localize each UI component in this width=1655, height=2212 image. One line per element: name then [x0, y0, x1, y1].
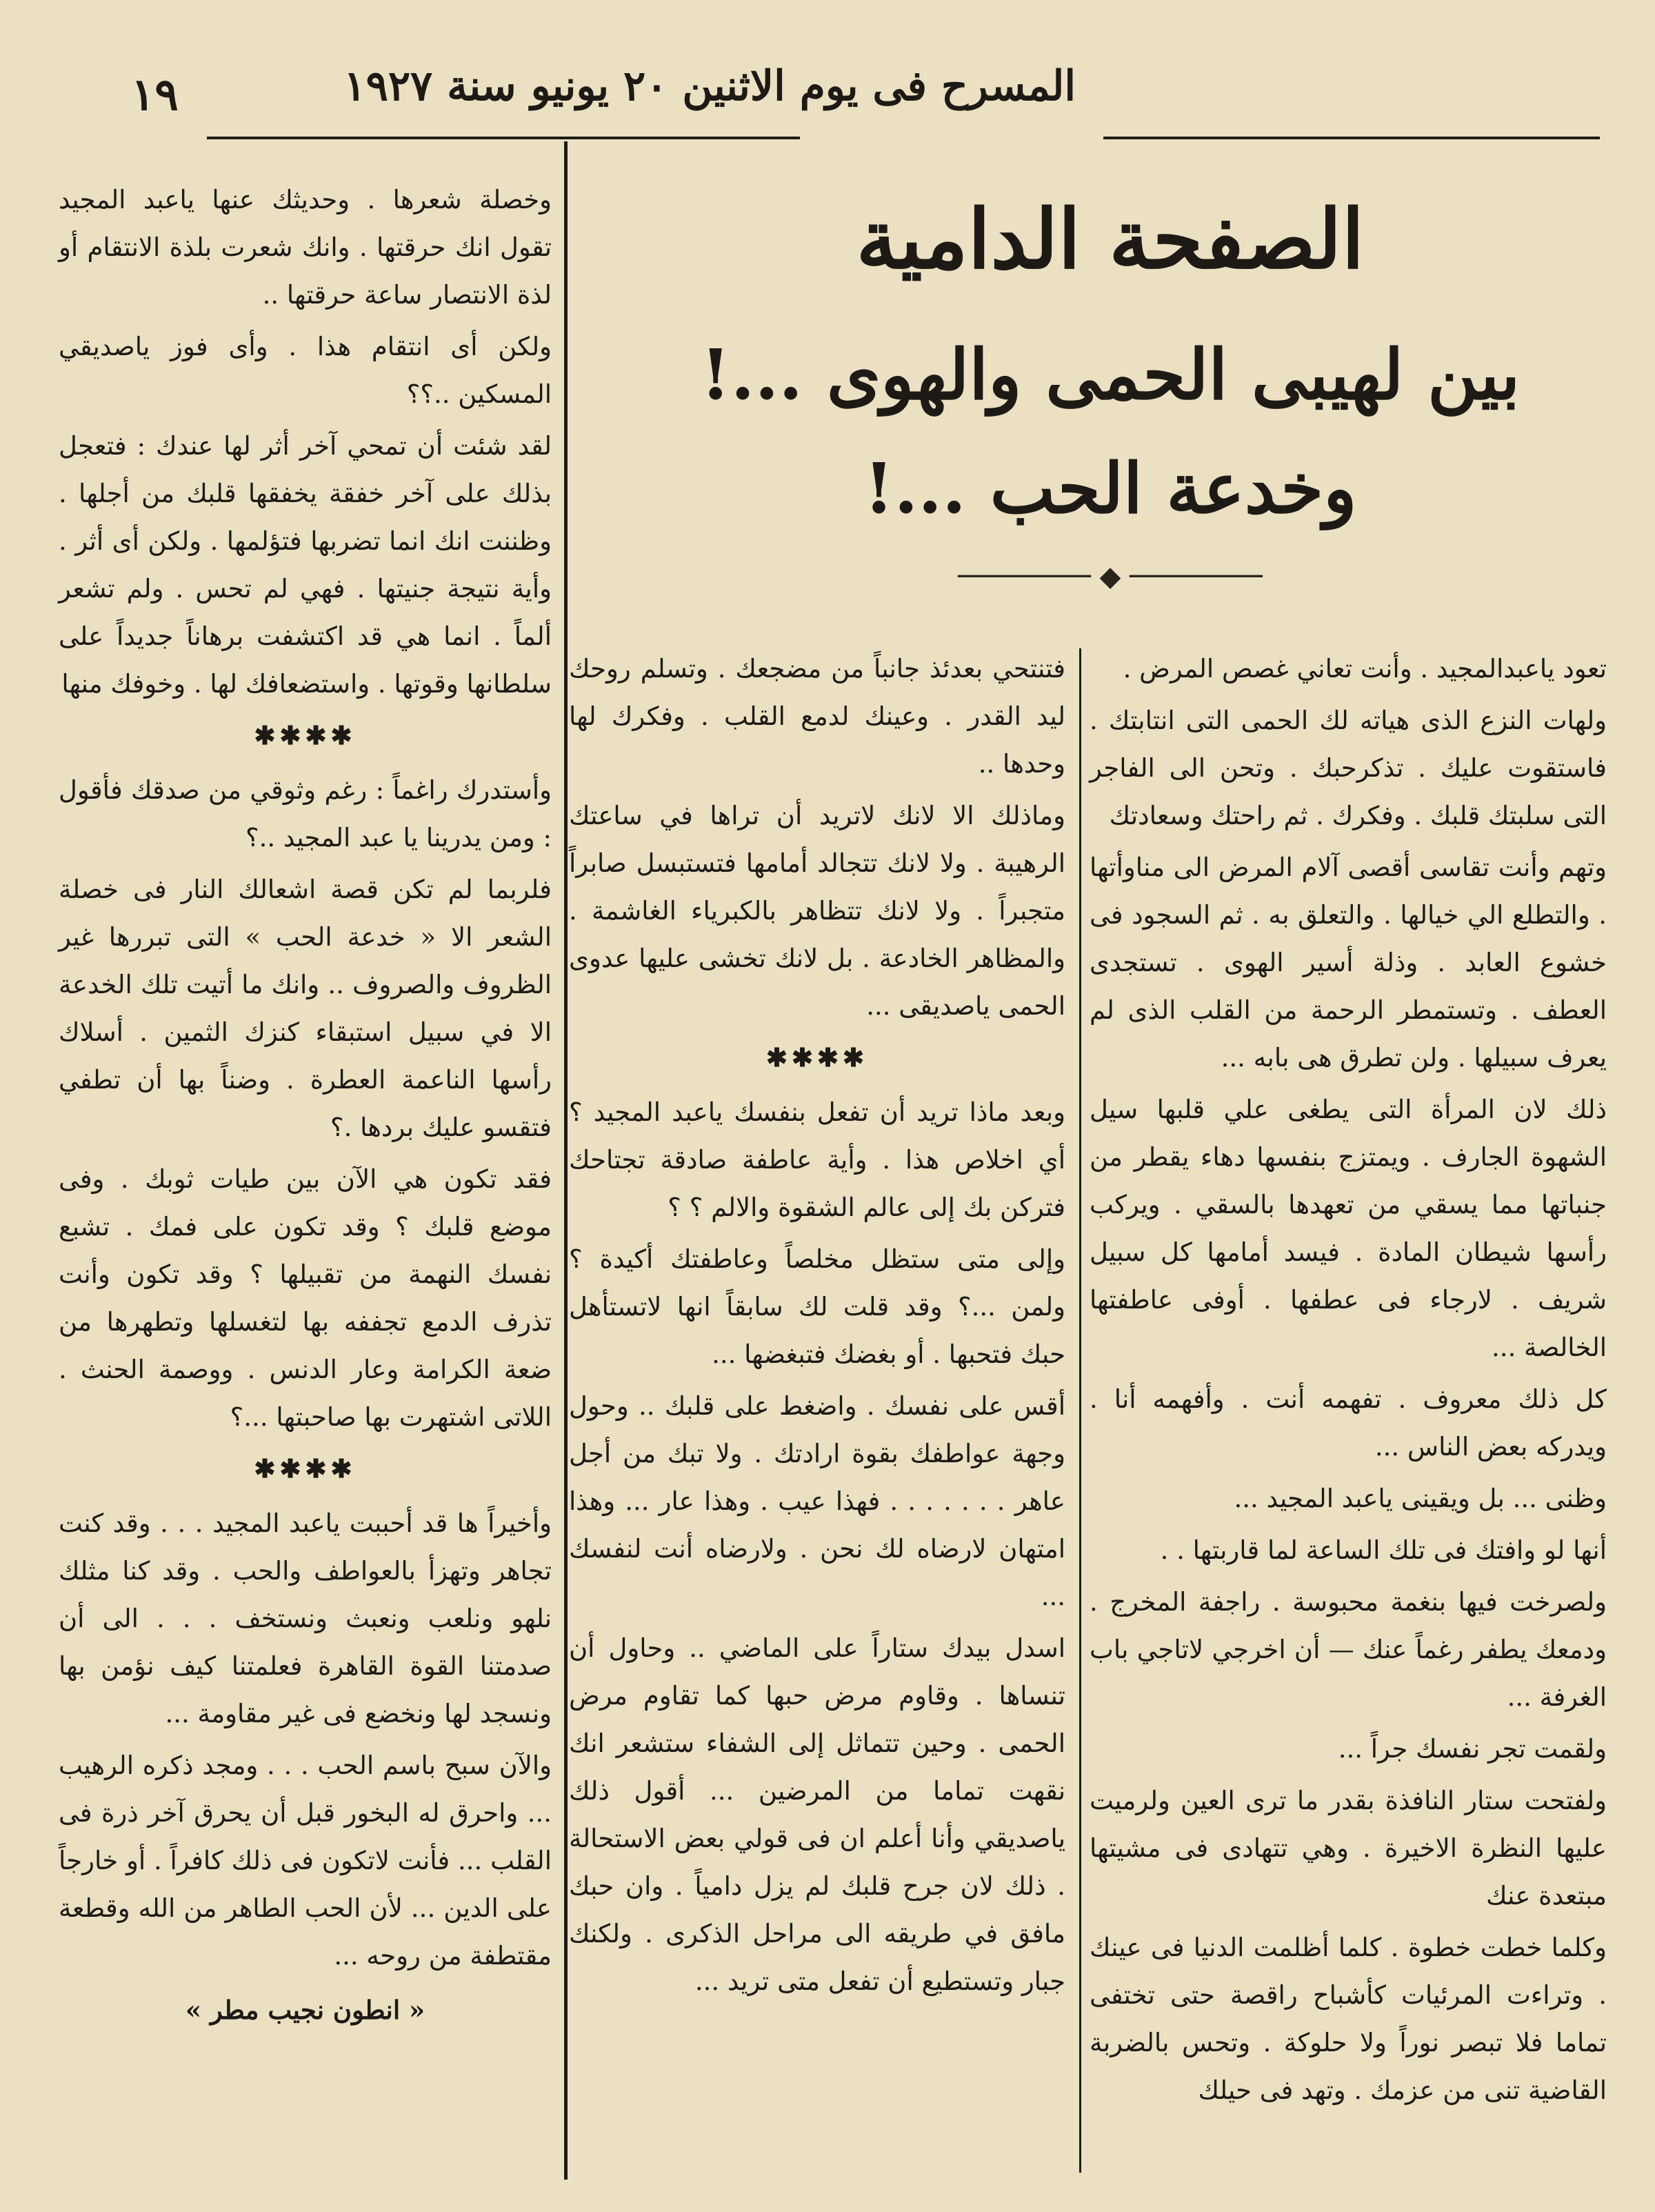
paragraph: اسدل بيدك ستاراً على الماضي .. وحاول أن تنساها . وقاوم مرض حبها كما تقاوم مرض الحمى . وحين تتماثل إلى الشفاء ستشعر انك نقهت تماما من المرضين ... أقول ذلك ياصديقي وأنا أعلم ان فى قولي بعض الاستحالة . ذلك لان جرح قلبك لم يزل دامياً . وان حبك مافق في طريقه الى مراحل الذكرى . ولكنك جبار وتستطيع أن تفعل متى تريد ... — [569, 1633, 1065, 1996]
article-subtitle: بين لهيبى الحمى والهوى ...! — [700, 334, 1521, 416]
paragraph: وأخيراً ها قد أحببت ياعبد المجيد . . . وقد كنت تجاهر وتهزأ بالعواطف والحب . وقد كنا مثلك نلهو ونلعب ونعبث ونستخف . . . الى أن صدمتنا القوة القاهرة فعلمتنا كيف نؤمن بها ونسجد لها ونخضع فى غير مقاومة ... — [59, 1508, 552, 1728]
header-title: المسرح فى يوم الاثنين ٢٠ يونيو سنة ١٩٢٧ — [343, 62, 1076, 110]
paragraph: وأستدرك راغماً : رغم وثوقي من صدقك فأقول : ومن يدرينا يا عبد المجيد ..؟ — [59, 775, 552, 853]
header-rule — [207, 137, 800, 139]
paragraph: ولقمت تجر نفسك جراً ... — [1338, 1734, 1607, 1764]
paragraph: وكلما خطت خطوة . كلما أظلمت الدنيا فى عينك . وتراءت المرئيات كأشباح راقصة حتى تختفى تماما فلا تبصر نوراً ولا حلوكة . وتحس بالضربة القاضية تنى من عزمك . وتهد فى حيلك — [1090, 1933, 1607, 2105]
paragraph: وإلى متى ستظل مخلصاً وعاطفتك أكيدة ؟ ولمن ...؟ وقد قلت لك سابقاً انها لاتستأهل حبك فتحبها . أو بغضك فتبغضها ... — [569, 1244, 1065, 1369]
paragraph: فلربما لم تكن قصة اشعالك النار فى خصلة الشعر الا « خدعة الحب » التى تبررها غير الظروف والصروف .. وانك ما أتيت تلك الخدعة الا في سبيل استبقاء كنزك الثمين . أسلاك رأسها الناعمة العطرة . وضناً بها أن تطفي فتقسو عليك بردها .؟ — [59, 875, 552, 1142]
paragraph: فتنتحي بعدئذ جانباً من مضجعك . وتسلم روحك ليد القدر . وعينك لدمع القلب . وفكرك لها وحدها .. — [569, 654, 1065, 779]
article-title: الصفحة الدامية — [856, 191, 1365, 287]
paragraph: لقد شئت أن تمحي آخر أثر لها عندك : فتعجل بذلك على آخر خفقة يخفقها قلبك من أجلها . وظننت انك انما تضربها فتؤلمها . ولكن أى أثر . وأية نتيجة جنيتها . فهي لم تحس . ولم تشعر ألماً . انما هي قد اكتشفت برهاناً جديداً على سلطانها وقوتها . واستضعافك لها . وخوفك منها — [59, 431, 552, 699]
column-divider — [1079, 648, 1081, 2173]
paragraph: والآن سبح باسم الحب . . . ومجد ذكره الرهيب ... واحرق له البخور قبل أن يحرق آخر ذرة فى القلب ... فأنت لاتكون فى ذلك كافراً . أو خارجاً على الدين ... لأن الحب الطاهر من الله وقطعة مقتطفة من روحه ... — [59, 1751, 552, 1971]
paragraph: وماذلك الا لانك لاتريد أن تراها في ساعتك الرهيبة . ولا لانك تتجالد أمامها فتستبسل صابراً متجبراً . ولا لانك تتظاهر بالكبرياء الغاشمة . والمظاهر الخادعة . بل لانك تخشى عليها عدوى الحمى ياصديقى ... — [569, 801, 1065, 1021]
paragraph: وخصلة شعرها . وحديثك عنها ياعبد المجيد تقول انك حرقتها . وانك شعرت بلذة الانتقام أو لذة الانتصار ساعة حرقتها .. — [59, 185, 552, 310]
author-signature: « انطون نجيب مطر » — [185, 1995, 425, 2025]
section-separator: ✱✱✱✱ — [254, 1453, 357, 1484]
header-rule — [1103, 137, 1600, 139]
paragraph: ولهات النزع الذى هياته لك الحمى التى انتابتك . فاستقوت عليك . تذكرحبك . وتحن الى الفاجر التى سلبتك قلبك . وفكرك . ثم راحتك وسعادتك — [1090, 706, 1607, 830]
paragraph: تعود ياعبدالمجيد . وأنت تعاني غصص المرض . — [1123, 654, 1607, 684]
paragraph: ذلك لان المرأة التى يطغى علي قلبها سيل الشهوة الجارف . ويمتزج بنفسها دهاء يقطر من جنباتها مما يسقي من تعهدها بالسقي . ويركب رأسها شيطان المادة . فيسد أمامها كل سبيل شريف . لارجاء فى عطفها . أوفى عاطفتها الخالصة ... — [1090, 1095, 1607, 1362]
paragraph: كل ذلك معروف . تفهمه أنت . وأفهمه أنا . ويدركه بعض الناس ... — [1090, 1384, 1607, 1462]
paragraph: ولصرخت فيها بنغمة محبوسة . راجفة المخرج . ودمعك يطفر رغماً عنك — أن اخرجي لاتاجي باب الغرفة ... — [1090, 1587, 1607, 1712]
ornament-divider: ──────── ◆ ──────── — [958, 561, 1263, 593]
section-separator: ✱✱✱✱ — [254, 720, 357, 750]
article-column-left — [59, 176, 552, 2038]
paragraph: ولكن أى انتقام هذا . وأى فوز ياصديقي المسكين ..؟؟ — [59, 332, 552, 409]
section-separator: ✱✱✱✱ — [765, 1042, 868, 1073]
article-column-middle — [569, 645, 1065, 2009]
article-title-block — [593, 186, 1627, 592]
paragraph: وبعد ماذا تريد أن تفعل بنفسك ياعبد المجيد ؟ أي اخلاص هذا . وأية عاطفة صادقة تجتاحك فتركن بك إلى عالم الشقوة والالم ؟ ؟ — [569, 1097, 1065, 1222]
paragraph: أقس على نفسك . واضغط على قلبك .. وحول وجهة عواطفك بقوة ارادتك . ولا تبك من أجل عاهر . . . . . . . فهذا عيب . وهذا عار ... وهذا امتهان لارضاه لك نحن . ولارضاه أنت لنفسك ... — [569, 1391, 1065, 1611]
paragraph: أنها لو وافتك فى تلك الساعة لما قاربتها . . — [1160, 1535, 1607, 1565]
column-divider — [564, 141, 568, 2180]
paragraph: ولفتحت ستار النافذة بقدر ما ترى العين ولرميت عليها النظرة الاخيرة . وهي تتهادى فى مشيتها مبتعدة عنك — [1090, 1786, 1607, 1911]
article-subtitle-2: وخدعة الحب ...! — [863, 448, 1357, 530]
paragraph: وظنى ... بل ويقينى ياعبد المجيد ... — [1234, 1484, 1607, 1513]
page-header — [55, 62, 1600, 138]
paragraph: فقد تكون هي الآن بين طيات ثوبك . وفى موضع قلبك ؟ وقد تكون على فمك . تشبع نفسك النهمة من تقبيلها ؟ وقد تكون وأنت تذرف الدمع تجففه بها لتغسلها وتطهرها من ضعة الكرامة وعار الدنس . ووصمة الحنث . اللاتى اشتهرت بها صاحبتها ...؟ — [59, 1164, 552, 1432]
page-number: ١٩ — [131, 69, 179, 121]
paragraph: وتهم وأنت تقاسى أقصى آلام المرض الى مناوأتها . والتطلع الي خيالها . والتعلق به . ثم السجود فى خشوع العابد . وذلة أسير الهوى . تستجدى العطف . وتستمطر الرحمة من القلب الذى لم يعرف سبيلها . ولن تطرق هى بابه ... — [1090, 853, 1607, 1073]
article-column-right — [1090, 645, 1607, 2118]
